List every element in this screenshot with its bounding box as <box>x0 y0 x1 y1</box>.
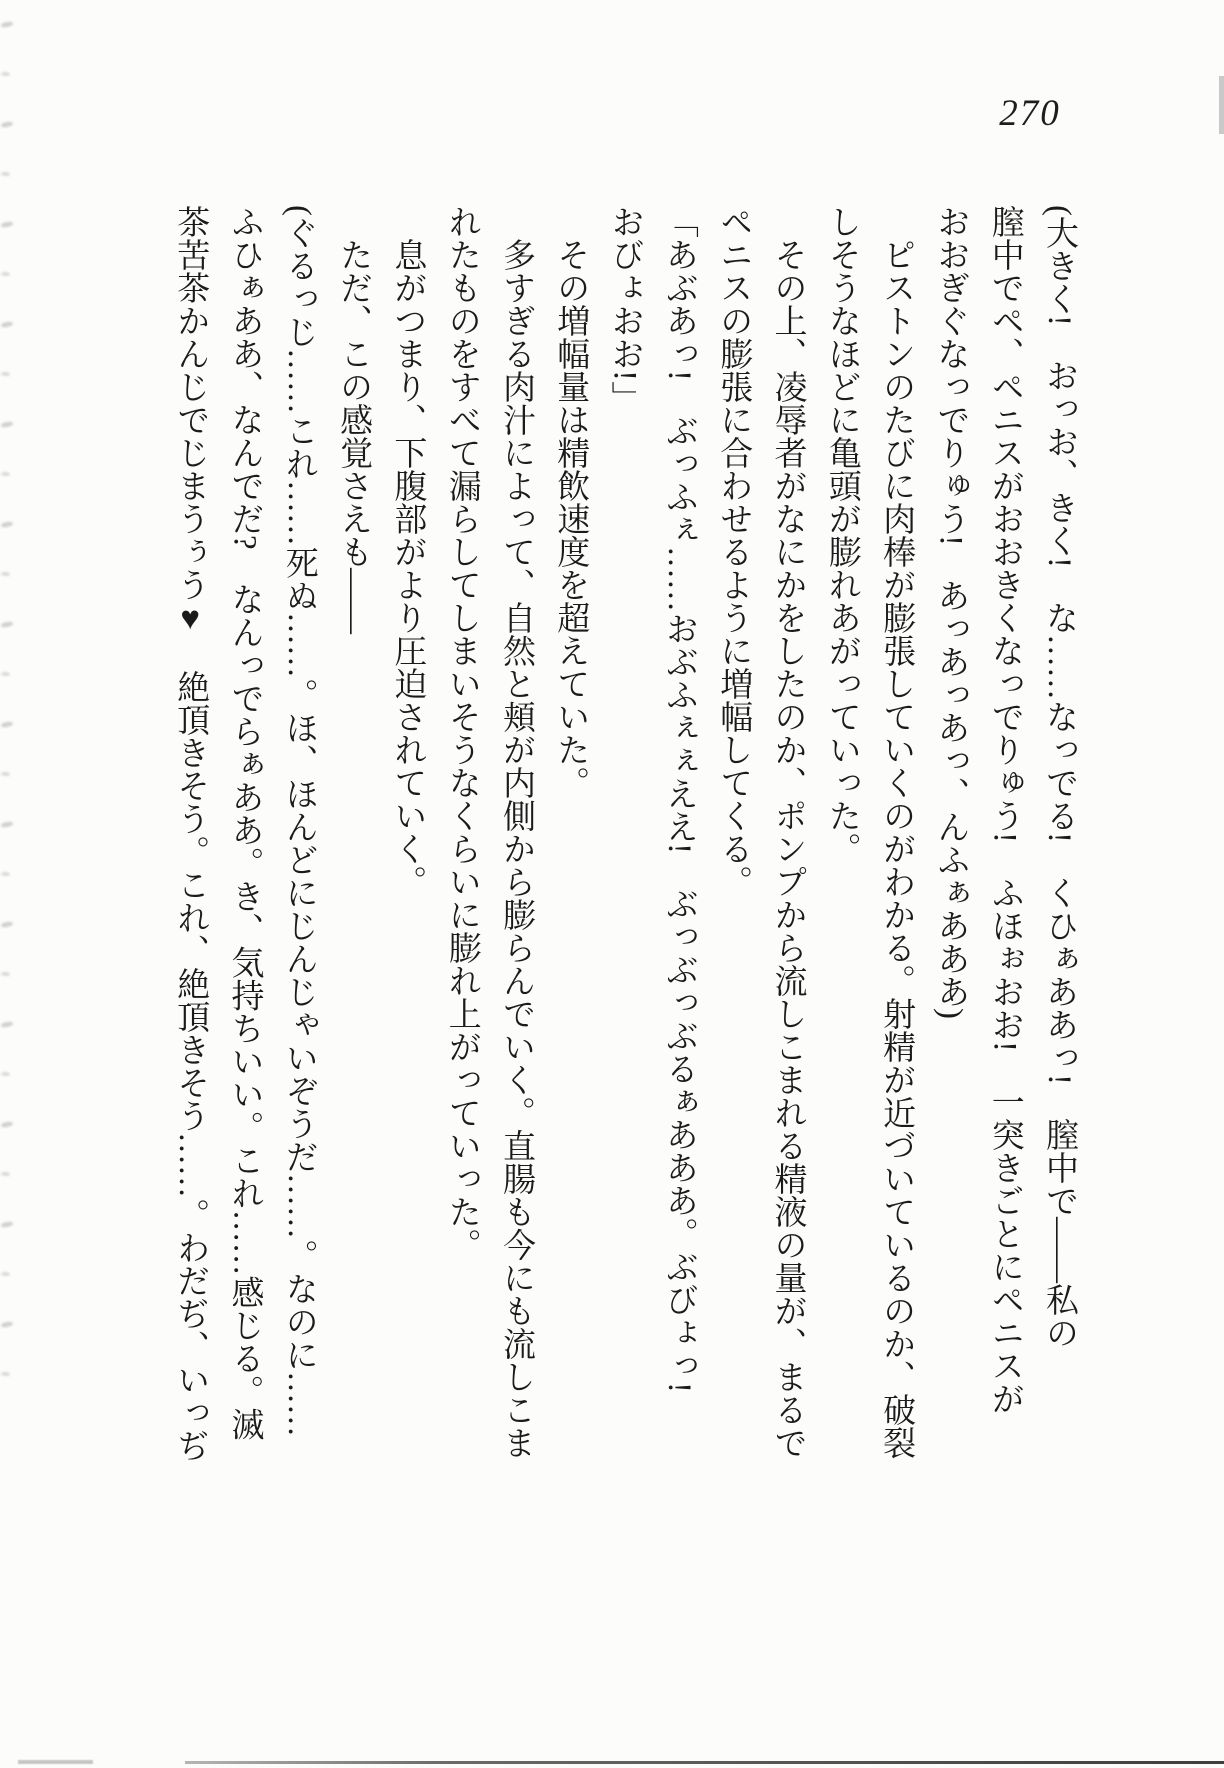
text-column: おおぎぐなっでりゅう! あっあっあっ、んふぁあああ) <box>932 205 969 1019</box>
bleed-mark <box>1 221 14 228</box>
bleed-mark <box>1 272 10 277</box>
bleed-mark <box>1 572 10 577</box>
bleed-mark <box>1 372 10 377</box>
right-edge-scan-artifact <box>1219 76 1224 134</box>
text-column: れたものをすべて漏らしてしまいそうなくらいに膨れ上がっていった。 <box>443 205 480 1261</box>
text-column: しそうなほどに亀頭が膨れあがっていった。 <box>823 205 860 865</box>
left-edge-bleed-marks <box>0 0 20 1768</box>
bleed-mark <box>1 72 10 77</box>
bleed-mark <box>1 1272 10 1277</box>
text-column: 息がつまり、下腹部がより圧迫されていく。 <box>389 238 426 898</box>
bleed-mark <box>1 721 14 728</box>
bleed-mark <box>1 621 14 628</box>
bleed-mark <box>1 1072 10 1077</box>
bottom-scan-line <box>185 1761 1224 1764</box>
bleed-mark <box>1 172 10 177</box>
bleed-mark <box>1 421 14 428</box>
text-column: 茶苦茶かんじでじまうぅう♥ 絶頂きそう。これ、絶頂きそう……。わだぢ、いっぢ <box>172 205 209 1462</box>
text-column: 多すぎる肉汁によって、自然と頬が内側から膨らんでいく。直腸も今にも流しこま <box>498 238 534 1459</box>
text-column: 「あぶあっ! ぶっふぇ……おぶふぇぇええ! ぶっぶっぶるぁあああ。ぶびょっ! <box>660 205 697 1393</box>
bleed-mark <box>1 1021 14 1028</box>
bleed-mark <box>1 672 10 677</box>
bleed-mark <box>1 972 10 977</box>
bleed-mark <box>1 821 14 828</box>
bleed-mark <box>1 121 14 128</box>
text-column: おびょおお!」 <box>606 205 643 414</box>
bleed-mark <box>1 1221 14 1228</box>
page-number: 270 <box>999 93 1061 134</box>
bleed-mark <box>1 1372 10 1377</box>
bleed-mark <box>1 1172 10 1177</box>
text-column: ふひぁああ、なんでだ? なんっでらぁああ。き、気持ちいい。これ……感じる。滅 <box>226 205 263 1441</box>
bleed-mark <box>1 1121 14 1128</box>
bleed-mark <box>1 1321 14 1328</box>
bleed-mark <box>1 321 14 328</box>
bleed-mark <box>1 872 10 877</box>
text-column: (大きく! おっお、きく! な……なっでる! くひぁああっ! 膣中で――私の <box>1041 205 1077 1349</box>
bleed-mark <box>1 772 10 777</box>
text-column: 膣中でペ、ペニスがおおきくなっでりゅう! ふほぉおお! 一突きごとにペニスが <box>986 205 1023 1415</box>
bleed-mark <box>1 921 14 928</box>
text-column: ピストンのたびに肉棒が膨張していくのがわかる。射精が近づいているのか、破裂 <box>878 238 915 1459</box>
text-column: その増幅量は精飲速度を超えていた。 <box>552 238 589 799</box>
bleed-mark <box>1 21 14 28</box>
bottom-scan-smudge <box>18 1760 93 1764</box>
text-column: (ぐるっじ……これ……死ぬ……。ほ、ほんどにじんじゃいぞうだ……。なのに…… <box>280 205 317 1437</box>
text-column: その上、凌辱者がなにかをしたのか、ポンプから流しこまれる精液の量が、まるで <box>769 238 806 1459</box>
bleed-mark <box>1 521 14 528</box>
text-column: ペニスの膨張に合わせるように増幅してくる。 <box>715 205 752 898</box>
bleed-mark <box>1 472 10 477</box>
text-column: ただ、この感覚さえも―― <box>335 238 372 634</box>
